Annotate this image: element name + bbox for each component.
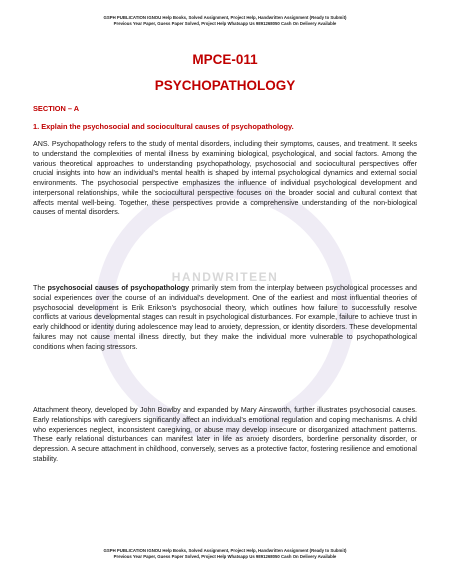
header-line-2: Previous Year Paper, Guess Paper Solved, Project Help Whatsapp Us 9891268050 Cash On Delivery Available [113, 21, 337, 26]
footer-line-1: GSPH PUBLICATION IGNOU Help Books, Solved Assignment, Project Help, Handwritten Assignment (Ready to Submit) [103, 548, 347, 553]
answer-paragraph-3: Attachment theory, developed by John Bowlby and expanded by Mary Ainsworth, further illustrates psychosocial causes. Early relationships with caregivers significantly affect an individual's emotional regulation and coping mechanisms. A child who experiences neglect, inconsistent caregiving, or abuse may develop insecure or disorganized attachment patterns. These early relational disturbances can manifest later in life as anxiety disorders, borderline personality disorder, or depression. A secure attachment in childhood, conversely, serves as a protective factor, fostering resilience and emotional stability. [33, 406, 417, 463]
p2-bold-term: psychosocial causes of psychopathology [47, 284, 190, 292]
question-heading: 1. Explain the psychosocial and sociocultural causes of psychopathology. [33, 122, 294, 131]
answer-paragraph-1: ANS. Psychopathology refers to the study of mental disorders, including their symptoms, causes, and treatment. It seeks to understand the complexities of mental illness by examining biological, psychological, and social factors. Among the various theoretical approaches to understanding psychopathology, psychosocial and sociocultural perspectives offer crucial insights into how an individual's mental health is shaped by internal psychological dynamics and external social environments. The psychosocial perspective emphasizes the influence of individual psychological development and interpersonal relationships, while the sociocultural perspective focuses on the broader social and cultural context that affects mental well-being. Together, these perspectives provide a comprehensive understanding of the non-biological causes of mental disorders. [33, 140, 417, 217]
header-line-1: GSPH PUBLICATION IGNOU Help Books, Solved Assignment, Project Help, Handwritten Assignment (Ready to Submit) [103, 15, 347, 20]
p2-rest: primarily stem from the interplay between psychological processes and social experiences over the course of an individual's development. One of the earliest and most influential theories of psychosocial development is Erik Erikson's psychosocial theory, which outlines how failure to successfully resolve conflicts at various developmental stages can result in psychological disturbances. For example, failure to achieve trust in early childhood or identity during adolescence may lead to anxiety, depression, or identity disorders. These developmental failures may not cause mental illness directly, but they make the individual more vulnerable to psychopathological conditions when facing stressors. [33, 284, 418, 351]
document-title: PSYCHOPATHOLOGY [154, 78, 296, 93]
answer-paragraph-2 [33, 284, 417, 352]
course-code: MPCE-011 [192, 52, 258, 67]
watermark-text: HANDWRITEEN [171, 270, 279, 284]
section-heading: SECTION – A [33, 104, 80, 113]
p2-lead: The [33, 284, 48, 292]
page-footer [40, 548, 410, 560]
page-header [40, 15, 410, 27]
footer-line-2: Previous Year Paper, Guess Paper Solved, Project Help Whatsapp Us 9891268050 Cash On Delivery Available [113, 554, 337, 559]
